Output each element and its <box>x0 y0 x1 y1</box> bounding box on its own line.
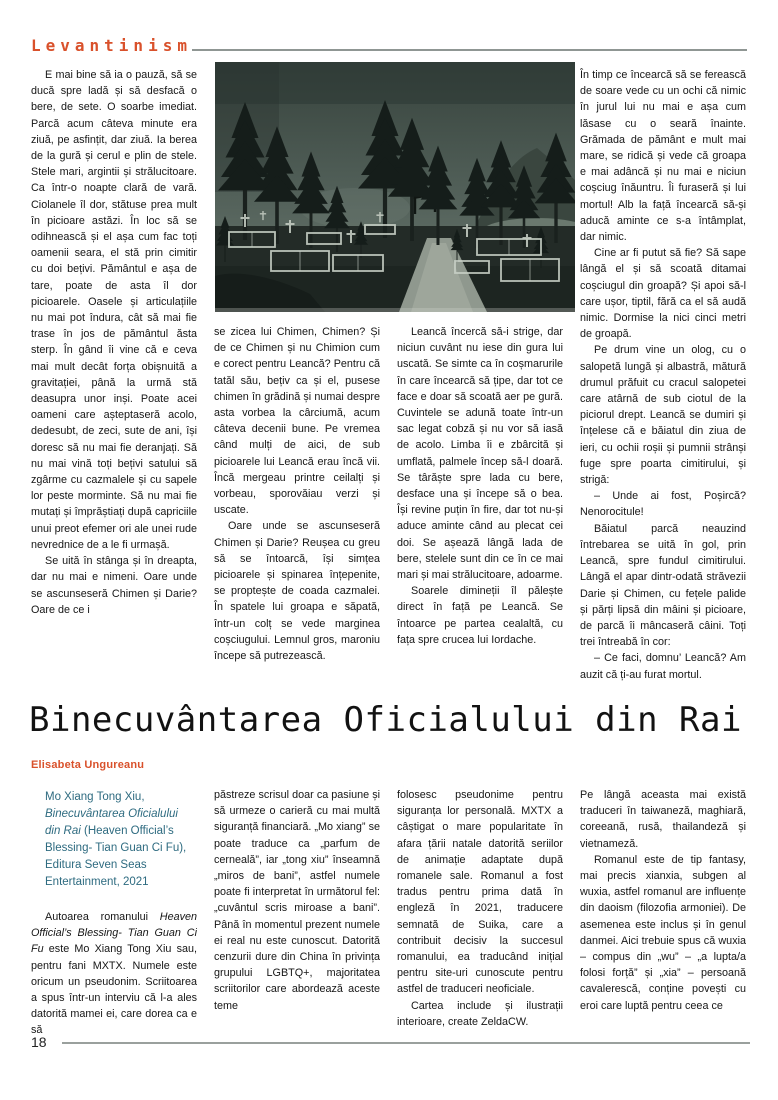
story-paragraph: Oare unde se ascunseseră Chimen și Darie? Reușea cu greu să se întoarcă, își simțea picioarele și spinarea înțepenite, se proptește de coada cazmalei. În spatele lui groapa e săpată, într-un colț se vede marginea coșciugului. Lemnul gros, maroniu începe să putrezească. <box>214 520 380 663</box>
story-dialogue: – Unde ai fost, Poșircă? Nenorocitule! <box>580 490 746 519</box>
story-paragraph: În timp ce încearcă să se ferească de soare vede cu un ochi că nimic în jurul lui nu mai e așa cum lăsase cu o seară înainte. Grămada de pământ e mult mai mare, se ridică și vede că groapa e mai adâncă și nu mai e niciun coșciug înăuntru. Îi furaseră și lui mortul! Alb la față încearcă să-și aducă aminte ce s-a întâmplat, dar nimic. <box>580 69 746 244</box>
story-paragraph: E mai bine să ia o pauză, să se ducă spre ladă și să desfacă o bere, de sete. O soarbe imediat. Parcă acum câteva minute era ziuă, pe asfințit, dar ziuă. Ia berea de la gură și cerul e plin de stele. Stele mari, argintii și strălucitoare. Ca într-o noapte clară de vară. Ciolanele îl dor, stătuse prea mult în picioare astăzi. În loc să se odihnească și el așa cum fac toți oamenii seara, el stă prin cimitir cu doi bețivi. Pământul e așa de tare, poate de asta îl dor picioarele. Oasele și articulațiile nu mai pot îndura, cât să mai fie trase în jos de pământul ăsta sterp. În gând îi vine că e ceva mai mult decât forța obișnuită a gravitației, până la urmă stă deasupra unor inși. Poate acei oameni care așteptaseră acolo, dedesubt, de zeci, sute de ani, își doresc să nu mai fie deranjați. Să nu mai vină toți bețivi satului să zgârme cu cazmalele și cu sapele lor peste morminte. Să nu mai fie mutați și împrăștiați după capriciile unui preot efemer ori ale unei rude nevrednice de a le fi urmașă. <box>31 69 197 551</box>
story-paragraph: se zicea lui Chimen, Chimen? Și de ce Chimen și nu Chimion cum e corect pentru Leancă? Pentru că tatăl său, bețiv ca și el, pusese chimen în grădină și numai despre asta vorbea la cârciumă, acum câteva decenii bune. Pe vremea când mulți de aici, de sub picioarele lui Leancă erau încă vii. Încă mergeau printre ceilalți și vorbeau, sporovăiau verzi și uscate. <box>214 326 380 517</box>
story-paragraph: Băiatul parcă neauzind întrebarea se uită în gol, prin Leancă, spre fundul cimitirului. Lângă el apar dintr-odată străvezii Darie și Chimen, cu fețele palide și părți lipsă din mâini și picioare, de parcă îi mâncaseră câini. Toți trei întreabă în cor: <box>580 522 746 649</box>
citation-author: Mo Xiang Tong Xiu, <box>45 791 145 803</box>
story-paragraph: Se uită în stânga și în dreapta, dar nu mai e nimeni. Oare unde se ascunseseră Chimen și Darie? Oare de ce i <box>31 555 197 616</box>
header-rule <box>192 49 747 51</box>
story-paragraph: Pe drum vine un olog, cu o salopetă lungă și albastră, mătură drumul prăfuit cu cracul salopetei care atârnă de sub ciotul de la piciorul drept. Leancă se dumiri și înțelese că e băiatul din ziua de ieri, cu ochii roșii și pumnii strânși fuge spre poarta cimitirului, și strigă: <box>580 344 746 487</box>
article-title: Binecuvântarea Oficialului din Rai <box>29 700 742 740</box>
story-dialogue: – Ce faci, domnu’ Leancă? Am auzit că ți-au furat mortul. <box>580 652 746 681</box>
article-column-2 <box>214 787 380 1036</box>
citation-publisher: (Heaven Official’s Blessing- Tian Guan Ci Fu), Editura Seven Seas Entertainment, 2021 <box>45 825 187 888</box>
article-paragraph: Cartea include și ilustrații interioare, create ZeldaCW. <box>397 999 563 1028</box>
article-paragraph: Romanul este de tip fantasy, mai precis xianxia, subgen al wuxia, astfel romanul are influențe din daoism (filozofia armoniei). De asemenea este inclus și în genul danmei. Aici trebuie spus că wuxia – compus din „wu” – „a lupta/a folosi forță” și „xia” – persoană cavalerescă, conține povești cu eroi care luptă pentru ceea ce <box>580 853 746 1012</box>
story-column-2 <box>214 324 380 698</box>
footer-rule <box>62 1042 750 1044</box>
page-number: 18 <box>31 1034 47 1050</box>
article-paragraph: păstreze scrisul doar ca pasiune și să urmeze o carieră cu mai multă siguranță financiară. „Mo xiang” se poate traduce ca „parfum de cerneală”, iar „tong xiu” înseamnă „miros de bani”, astfel numele poate fi interpretat în următorul fel: „cuvântul scris miroase a bani”. Până în momentul prezent numele ei real nu este cunoscut. Datorită cenzurii dure din China în privința grupului LGBTQ+, majoritatea scriitorilor care abordează aceste teme <box>214 789 380 1012</box>
story-column-4 <box>580 67 746 697</box>
article-paragraph: Pe lângă aceasta mai există traduceri în taiwaneză, maghiară, coreeană, rusă, thailandeză și vietnameză. <box>580 789 746 850</box>
article-column-1 <box>31 787 197 1036</box>
story-paragraph: Soarele dimineții îl pălește direct în față pe Leancă. Se întoarce pe partea cealaltă, cu fața spre crucea lui Iordache. <box>397 585 563 646</box>
story-column-3 <box>397 324 563 698</box>
section-label: Levantinism <box>31 36 192 55</box>
story-paragraph: Leancă încercă să-i strige, dar niciun cuvânt nu iese din gura lui uscată. Se simte ca în coșmarurile în care încearcă să țipe, dar tot ce face e doar să scoată aer pe gură. Cuvintele se adună toate într-un sac legat cobză și nu vor să iasă de acolo. Limba îi e zbârcită și umflată, palmele încep să-l doară. Se târăște spre lada cu bere, desface una și începe să o bea. Își revine puțin în fire, dar tot nu-și aduce aminte când au plecat cei doi. Se așează lângă lada de bere, stelele sunt din ce în ce mai mari și mai strălucitoare, adoarme. <box>397 326 563 582</box>
article-author: Elisabeta Ungureanu <box>31 759 145 771</box>
article-column-3 <box>397 787 563 1036</box>
book-title: Heaven Official’s Blessing- Tian Guan Ci Fu <box>31 911 197 956</box>
article-paragraph: Autoarea romanului Heaven Official’s Blessing- Tian Guan Ci Fu este Mo Xiang Tong Xiu sau, pentru fani MXTX. Numele este oricum un pseudonim. Scriitoarea a spus într-un interviu că l-a ales datorită mamei ei, care dorea ca e să <box>31 911 197 1036</box>
cemetery-photo <box>215 62 575 312</box>
story-paragraph: Cine ar fi putut să fie? Să sape lângă el și să scoată ditamai coșciugul din groapă? Și apoi să-l care ușor, tiptil, fără ca el să audă nimic. Dormise la nici cinci metri de groapă. <box>580 247 746 341</box>
citation-block <box>45 789 195 891</box>
citation-title: Binecuvântarea Oficialului din Rai <box>45 808 178 837</box>
story-column-1 <box>31 67 197 697</box>
article-paragraph: folosesc pseudonime pentru siguranța lor personală. MXTX a câștigat o mare popularitate în afara țării natale datorită seriilor de animație adaptate după romanele sale. Romanul a fost tradus pentru prima dată în engleză în 2021, traducere semnată de Suika, care a contribuit decisiv la succesul romanului, ea traducând inițial pentru site-uri cunoscute pentru astfel de traduceri neoficiale. <box>397 789 563 996</box>
article-column-4 <box>580 787 746 1036</box>
